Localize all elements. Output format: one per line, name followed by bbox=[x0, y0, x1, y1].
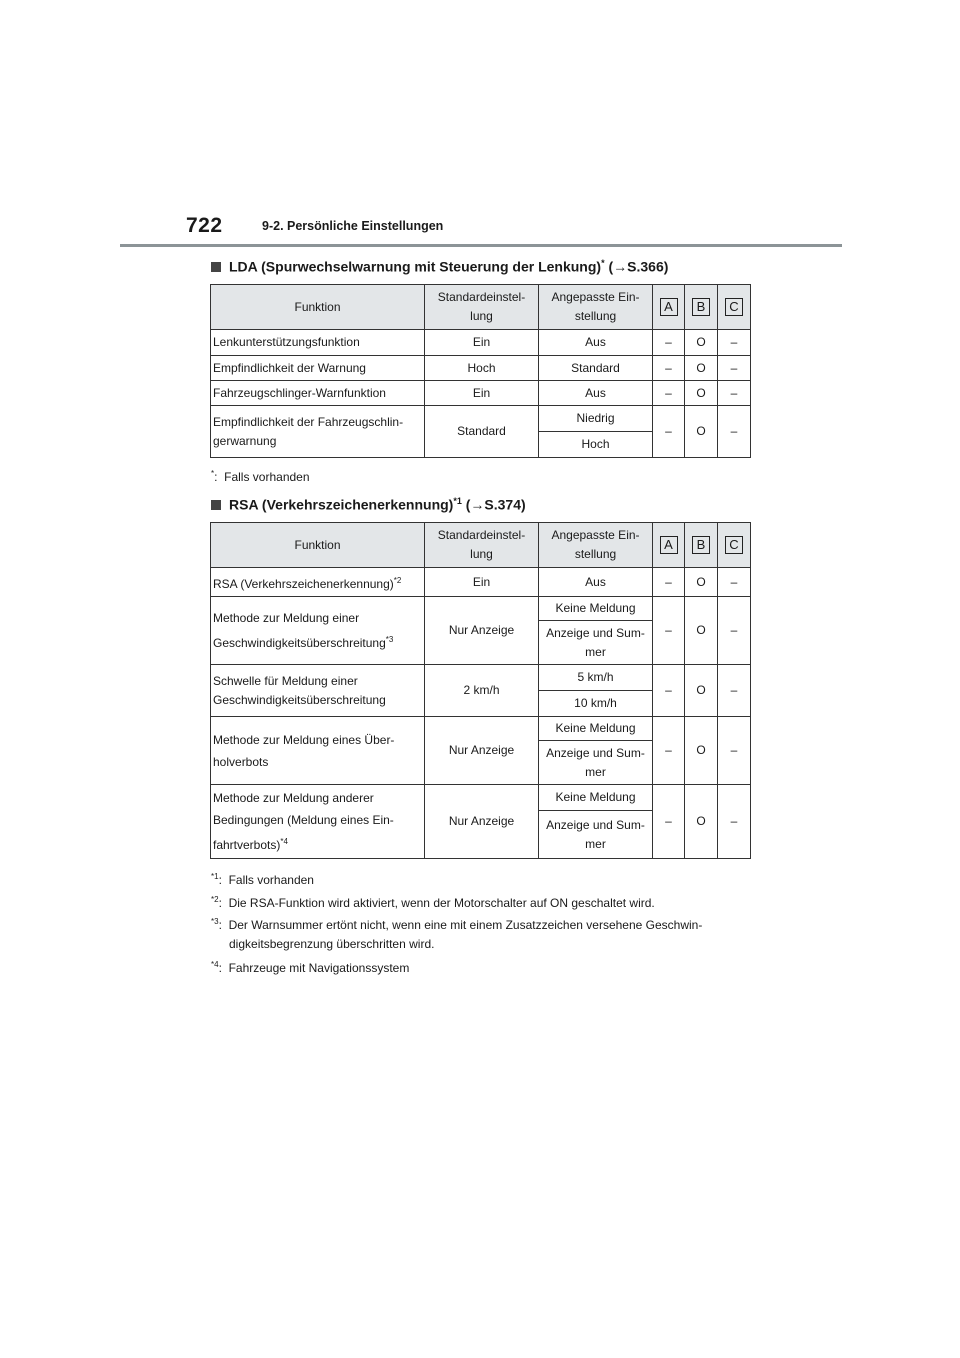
table-row bbox=[211, 597, 751, 621]
row-label-line-3: fahrtverbots) bbox=[213, 838, 281, 852]
row-standard: Standard bbox=[425, 406, 539, 458]
row-label-line-1: Methode zur Meldung anderer bbox=[213, 791, 374, 805]
rsa-footnote-4: $^{*4}$: Fahrzeuge mit Navigationssystem bbox=[211, 960, 410, 975]
row-b: O bbox=[685, 330, 718, 356]
row-c: – bbox=[718, 568, 751, 597]
row-custom-1: Keine Meldung bbox=[539, 785, 653, 811]
col-b bbox=[685, 523, 718, 568]
bullet-square-icon bbox=[211, 500, 221, 510]
footnote-text-continued: digkeitsbegrenzung überschritten wird. bbox=[229, 937, 435, 951]
page-number: 722 bbox=[186, 214, 223, 237]
col-standard: Standardeinstel- lung bbox=[425, 523, 539, 568]
box-letter-b: B bbox=[692, 536, 710, 554]
row-label-sup: *3 bbox=[385, 635, 394, 644]
box-letter-a: A bbox=[660, 536, 678, 554]
lda-heading-text: LDA (Spurwechselwarnung mit Steuerung der Lenkung) bbox=[229, 258, 602, 275]
row-custom-1: Keine Meldung bbox=[539, 717, 653, 741]
row-c: – bbox=[718, 597, 751, 665]
row-c: – bbox=[718, 785, 751, 859]
row-a: – bbox=[653, 356, 685, 381]
row-a: – bbox=[653, 597, 685, 665]
table-header-row bbox=[211, 285, 751, 330]
row-label: Lenkunterstützungsfunktion bbox=[211, 330, 425, 356]
row-c: – bbox=[718, 356, 751, 381]
row-a: – bbox=[653, 406, 685, 458]
row-custom-2: Hoch bbox=[539, 432, 653, 458]
footnote-mark: *1 bbox=[211, 872, 219, 881]
box-letter-c: C bbox=[725, 536, 743, 554]
row-b: O bbox=[685, 717, 718, 785]
lda-heading-sup: * bbox=[601, 258, 605, 268]
row-standard: Ein bbox=[425, 330, 539, 356]
table-row bbox=[211, 406, 751, 432]
rsa-footnote-2: $^{*2}$: Die RSA-Funktion wird aktiviert, wenn der Motorschalter auf ON geschaltet wird. bbox=[211, 895, 655, 910]
rsa-heading bbox=[211, 496, 526, 513]
footnote-text: Falls vorhanden bbox=[224, 470, 310, 484]
row-label-sup: *2 bbox=[393, 575, 402, 585]
row-custom-2: Anzeige und Sum- mer bbox=[539, 811, 653, 859]
row-a: – bbox=[653, 665, 685, 717]
row-standard: Hoch bbox=[425, 356, 539, 381]
lda-heading bbox=[211, 258, 668, 275]
row-custom: Standard bbox=[539, 356, 653, 381]
row-b: O bbox=[685, 665, 718, 717]
row-standard: Nur Anzeige bbox=[425, 717, 539, 785]
footnote-mark: * bbox=[211, 469, 215, 478]
row-label bbox=[211, 785, 425, 859]
col-funktion: Funktion bbox=[211, 523, 425, 568]
footnote-mark: *3 bbox=[211, 917, 219, 926]
table-row bbox=[211, 356, 751, 381]
header-divider bbox=[120, 244, 842, 247]
row-custom-2: Anzeige und Sum- mer bbox=[539, 621, 653, 665]
box-letter-c: C bbox=[725, 298, 743, 316]
row-label-sup: *4 bbox=[280, 837, 288, 846]
row-label: Schwelle für Meldung einer Geschwindigkeitsüberschreitung bbox=[211, 665, 425, 717]
row-label-line-1: Methode zur Meldung einer bbox=[213, 611, 360, 625]
col-angepasst: Angepasste Ein- stellung bbox=[539, 285, 653, 330]
footnote-mark: *4 bbox=[211, 960, 219, 969]
col-b bbox=[685, 285, 718, 330]
footnote-text: Fahrzeuge mit Navigationssystem bbox=[228, 961, 410, 975]
row-c: – bbox=[718, 406, 751, 458]
row-b: O bbox=[685, 381, 718, 406]
table-row bbox=[211, 568, 751, 597]
lda-heading-ref: (→S.366) bbox=[608, 258, 669, 275]
rsa-footnote-3: $^{*3}$: Der Warnsummer ertönt nicht, wenn eine mit einem Zusatzzeichen versehene Geschwin- digkeitsbegrenzung überschritten wird. bbox=[211, 917, 703, 951]
lda-footnote: *: Falls vorhanden bbox=[211, 469, 310, 484]
table-row bbox=[211, 717, 751, 741]
table-row bbox=[211, 785, 751, 811]
rsa-footnote-1: $^{*1}$: Falls vorhanden bbox=[211, 872, 314, 887]
footnote-text: Die RSA-Funktion wird aktiviert, wenn der Motorschalter auf ON geschaltet wird. bbox=[228, 896, 655, 910]
col-c bbox=[718, 285, 751, 330]
rsa-heading-sup: *1 bbox=[453, 496, 462, 506]
row-b: O bbox=[685, 597, 718, 665]
row-label: Empfindlichkeit der Fahrzeugschlin- gerwarnung bbox=[211, 406, 425, 458]
row-a: – bbox=[653, 785, 685, 859]
col-angepasst: Angepasste Ein- stellung bbox=[539, 523, 653, 568]
row-custom: Aus bbox=[539, 330, 653, 356]
row-custom-2: 10 km/h bbox=[539, 691, 653, 717]
row-b: O bbox=[685, 406, 718, 458]
row-a: – bbox=[653, 330, 685, 356]
row-custom: Aus bbox=[539, 568, 653, 597]
col-c bbox=[718, 523, 751, 568]
row-a: – bbox=[653, 381, 685, 406]
row-label: Empfindlichkeit der Warnung bbox=[211, 356, 425, 381]
row-label bbox=[211, 568, 425, 597]
row-custom-1: 5 km/h bbox=[539, 665, 653, 691]
row-c: – bbox=[718, 330, 751, 356]
row-label bbox=[211, 597, 425, 665]
lda-table bbox=[210, 284, 751, 458]
rsa-table bbox=[210, 522, 751, 859]
col-a bbox=[653, 285, 685, 330]
row-custom-2: Anzeige und Sum- mer bbox=[539, 741, 653, 785]
row-b: O bbox=[685, 356, 718, 381]
row-label-text: RSA (Verkehrszeichenerkennung) bbox=[213, 576, 394, 591]
col-a bbox=[653, 523, 685, 568]
row-standard: Nur Anzeige bbox=[425, 785, 539, 859]
row-c: – bbox=[718, 381, 751, 406]
table-row bbox=[211, 665, 751, 691]
row-label: Methode zur Meldung eines Über- holverbots bbox=[211, 717, 425, 785]
box-letter-b: B bbox=[692, 298, 710, 316]
box-letter-a: A bbox=[660, 298, 678, 316]
footnote-text: Falls vorhanden bbox=[228, 873, 314, 887]
col-funktion: Funktion bbox=[211, 285, 425, 330]
row-a: – bbox=[653, 717, 685, 785]
rsa-heading-ref: (→S.374) bbox=[465, 496, 526, 513]
row-standard: Nur Anzeige bbox=[425, 597, 539, 665]
bullet-square-icon bbox=[211, 262, 221, 272]
row-standard: Ein bbox=[425, 381, 539, 406]
footnote-mark: *2 bbox=[211, 895, 219, 904]
row-standard: Ein bbox=[425, 568, 539, 597]
row-custom: Aus bbox=[539, 381, 653, 406]
row-b: O bbox=[685, 785, 718, 859]
row-standard: 2 km/h bbox=[425, 665, 539, 717]
row-c: – bbox=[718, 665, 751, 717]
row-label: Fahrzeugschlinger-Warnfunktion bbox=[211, 381, 425, 406]
row-custom-1: Niedrig bbox=[539, 406, 653, 432]
row-label-line-2: Bedingungen (Meldung eines Ein- bbox=[213, 813, 394, 827]
row-label-line-2: Geschwindigkeitsüberschreitung bbox=[213, 636, 386, 650]
col-standard: Standardeinstel- lung bbox=[425, 285, 539, 330]
row-c: – bbox=[718, 717, 751, 785]
table-row bbox=[211, 330, 751, 356]
rsa-heading-text: RSA (Verkehrszeichenerkennung) bbox=[229, 496, 454, 513]
row-custom-1: Keine Meldung bbox=[539, 597, 653, 621]
section-title: 9-2. Persönliche Einstellungen bbox=[262, 219, 444, 233]
row-b: O bbox=[685, 568, 718, 597]
table-row bbox=[211, 381, 751, 406]
footnote-text: Der Warnsummer ertönt nicht, wenn eine mit einem Zusatzzeichen versehene Geschwin- bbox=[228, 918, 703, 932]
table-header-row bbox=[211, 523, 751, 568]
row-a: – bbox=[653, 568, 685, 597]
